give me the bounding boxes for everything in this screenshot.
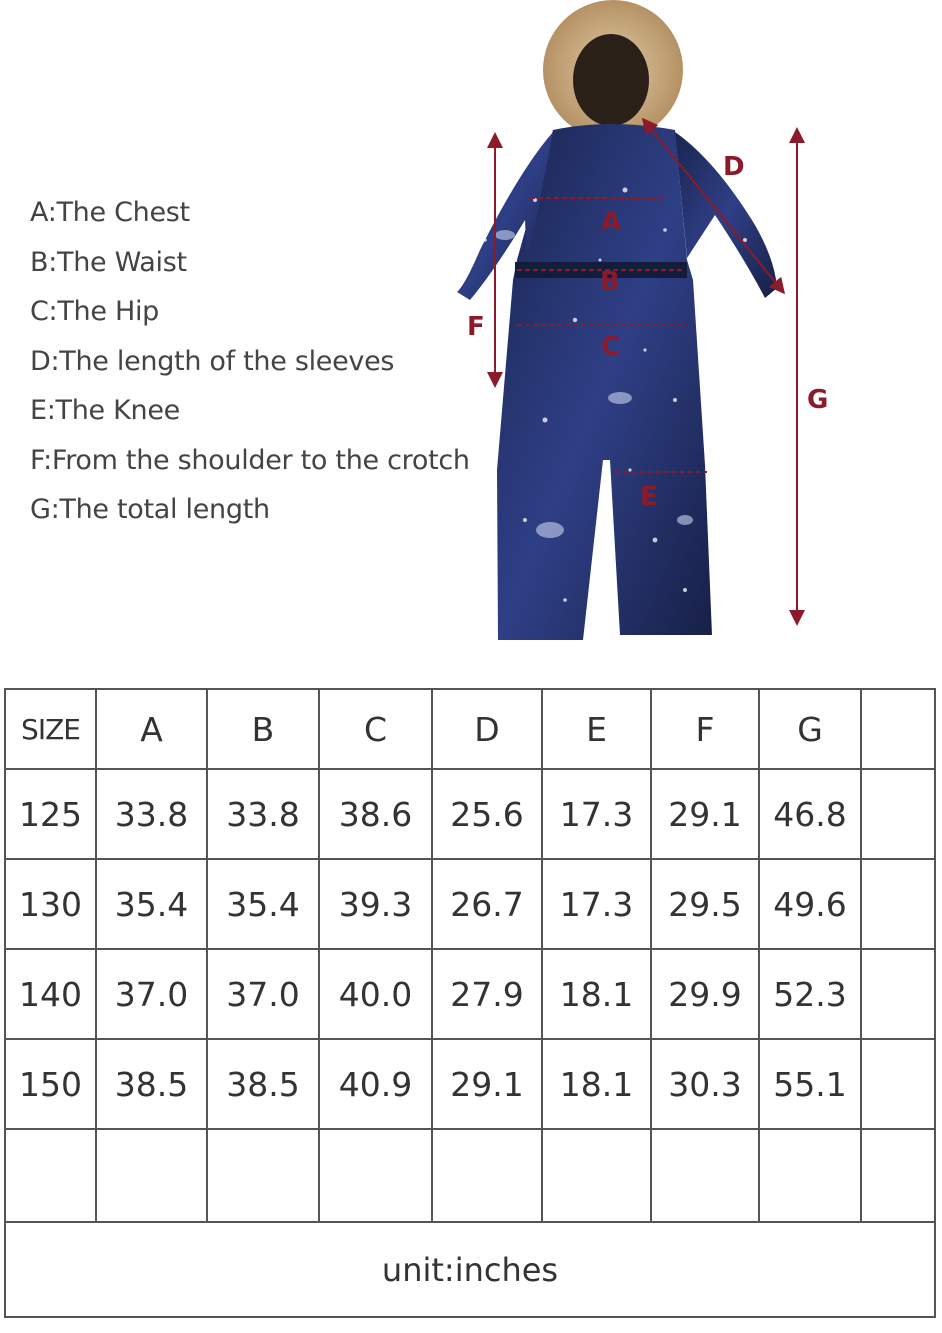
cell-b: 37.0 [207, 949, 319, 1039]
legend-item-b: B:The Waist [30, 246, 187, 278]
cell-size: 130 [5, 859, 96, 949]
cell-f: 30.3 [651, 1039, 759, 1129]
hood-fur [543, 0, 683, 140]
cell-g: 46.8 [759, 769, 861, 859]
cell-e: 18.1 [542, 1039, 651, 1129]
cell-size: 125 [5, 769, 96, 859]
cell-b: 35.4 [207, 859, 319, 949]
legend-item-d: D:The length of the sleeves [30, 345, 395, 377]
header-a: A [96, 689, 207, 769]
legend-item-a: A:The Chest [30, 197, 190, 228]
cell-size: 150 [5, 1039, 96, 1129]
unit-label: unit:inches [5, 1222, 935, 1317]
blank-cell [319, 1129, 432, 1222]
marker-c: C [601, 332, 621, 362]
cell-e: 18.1 [542, 949, 651, 1039]
legend-item-c: C:The Hip [30, 296, 159, 327]
cell-size: 140 [5, 949, 96, 1039]
marker-f: F [467, 312, 485, 342]
table-blank-row [5, 1129, 935, 1222]
measurement-legend [30, 188, 470, 535]
blank-cell [759, 1129, 861, 1222]
cell-g: 55.1 [759, 1039, 861, 1129]
cell-e: 17.3 [542, 859, 651, 949]
blank-cell [861, 1129, 935, 1222]
cell-g: 52.3 [759, 949, 861, 1039]
cell-e: 17.3 [542, 769, 651, 859]
legend-item-f: F:From the shoulder to the crotch [30, 444, 470, 476]
cell-d: 25.6 [432, 769, 542, 859]
cell-a: 37.0 [96, 949, 207, 1039]
cell-g: 49.6 [759, 859, 861, 949]
marker-d: D [723, 152, 745, 182]
table-header-row [5, 689, 935, 769]
cell-b: 33.8 [207, 769, 319, 859]
legend-item-g: G:The total length [30, 494, 270, 525]
cell-a: 33.8 [96, 769, 207, 859]
legend-item-e: E:The Knee [30, 395, 180, 426]
cell-f: 29.9 [651, 949, 759, 1039]
snowsuit-measurement-illustration [425, 0, 870, 650]
header-d: D [432, 689, 542, 769]
header-c: C [319, 689, 432, 769]
blank-cell [207, 1129, 319, 1222]
blank-cell [542, 1129, 651, 1222]
blank-cell [651, 1129, 759, 1222]
blank-cell [432, 1129, 542, 1222]
cell-a: 38.5 [96, 1039, 207, 1129]
header-size: SIZE [5, 689, 96, 769]
blank-cell [5, 1129, 96, 1222]
cell-d: 29.1 [432, 1039, 542, 1129]
table-row [5, 1039, 935, 1129]
cell-d: 26.7 [432, 859, 542, 949]
marker-e: E [640, 482, 658, 512]
cell-empty [861, 859, 935, 949]
cell-empty [861, 769, 935, 859]
cell-empty [861, 1039, 935, 1129]
marker-g: G [807, 385, 829, 415]
cell-c: 40.0 [319, 949, 432, 1039]
cell-empty [861, 949, 935, 1039]
marker-a: A [601, 207, 622, 237]
header-empty [861, 689, 935, 769]
cell-f: 29.5 [651, 859, 759, 949]
snowsuit-body [457, 124, 777, 640]
marker-b: B [600, 267, 620, 297]
blank-cell [96, 1129, 207, 1222]
table-row [5, 769, 935, 859]
header-g: G [759, 689, 861, 769]
cell-a: 35.4 [96, 859, 207, 949]
cell-b: 38.5 [207, 1039, 319, 1129]
cell-c: 39.3 [319, 859, 432, 949]
cell-c: 40.9 [319, 1039, 432, 1129]
table-row [5, 859, 935, 949]
cell-d: 27.9 [432, 949, 542, 1039]
header-f: F [651, 689, 759, 769]
table-row [5, 949, 935, 1039]
table-unit-row [5, 1222, 935, 1317]
cell-f: 29.1 [651, 769, 759, 859]
header-b: B [207, 689, 319, 769]
header-e: E [542, 689, 651, 769]
size-chart-table [4, 688, 936, 1318]
cell-c: 38.6 [319, 769, 432, 859]
